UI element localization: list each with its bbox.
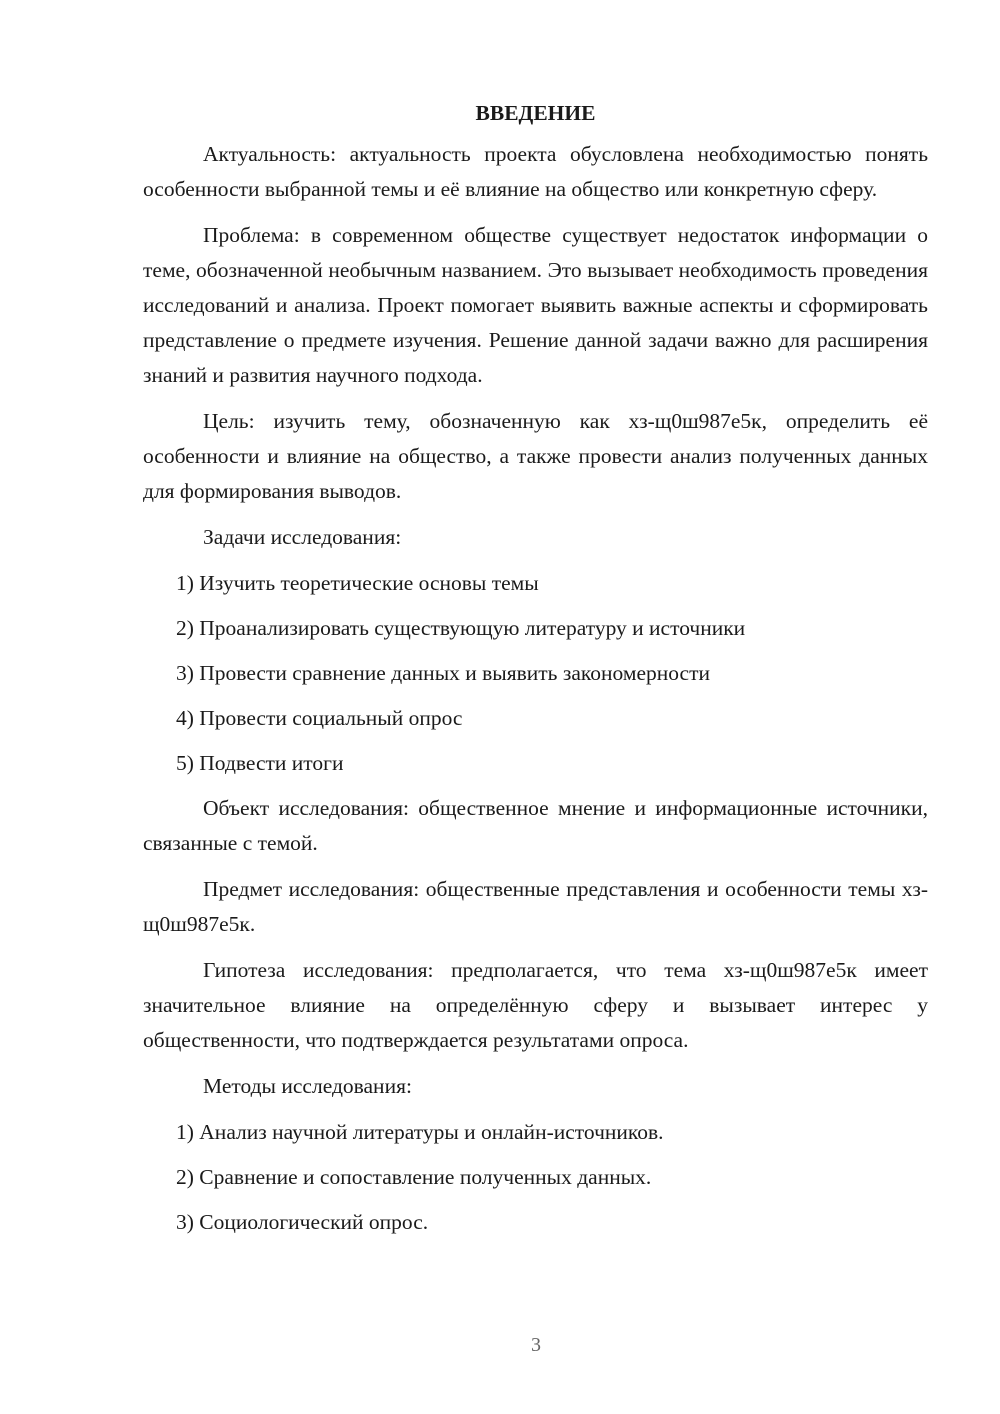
goal-paragraph: Цель: изучить тему, обозначенную как хз-щ0ш987е5к, определить её особенности и влияние на общество, а также провести анализ полученных данных для формирования выводов. xyxy=(143,409,928,503)
document-page xyxy=(143,96,928,1250)
section-title: ВВЕДЕНИЕ xyxy=(475,101,596,125)
task-item: 5) Подвести итоги xyxy=(176,751,344,775)
task-item: 4) Провести социальный опрос xyxy=(176,706,463,730)
task-item: 3) Провести сравнение данных и выявить закономерности xyxy=(176,661,710,685)
task-item: 2) Проанализировать существующую литературу и источники xyxy=(176,616,746,640)
object-paragraph: Объект исследования: общественное мнение и информационные источники, связанные с темой. xyxy=(143,796,928,855)
methods-heading: Методы исследования: xyxy=(203,1074,412,1098)
method-item: 2) Сравнение и сопоставление полученных данных. xyxy=(176,1165,652,1189)
page-number: 3 xyxy=(531,1334,541,1356)
hypothesis-paragraph: Гипотеза исследования: предполагается, что тема хз-щ0ш987е5к имеет значительное влияние на определённую сферу и вызывает интерес у общественности, что подтверждается результатами опроса. xyxy=(143,958,928,1052)
method-item: 1) Анализ научной литературы и онлайн-источников. xyxy=(176,1120,664,1144)
method-item: 3) Социологический опрос. xyxy=(176,1210,429,1234)
relevance-paragraph: Актуальность: актуальность проекта обусловлена необходимостью понять особенности выбранной темы и её влияние на общество или конкретную сферу. xyxy=(143,142,928,201)
task-item: 1) Изучить теоретические основы темы xyxy=(176,571,539,595)
problem-paragraph: Проблема: в современном обществе существует недостаток информации о теме, обозначенной необычным названием. Это вызывает необходимость проведения исследований и анализа. Проект помогает выявить важные аспекты и сформировать представление о предмете изучения. Решение данной задачи важно для расширения знаний и развития научного подхода. xyxy=(143,223,928,387)
subject-paragraph: Предмет исследования: общественные представления и особенности темы хз-щ0ш987е5к. xyxy=(143,877,928,936)
tasks-heading: Задачи исследования: xyxy=(203,525,402,549)
